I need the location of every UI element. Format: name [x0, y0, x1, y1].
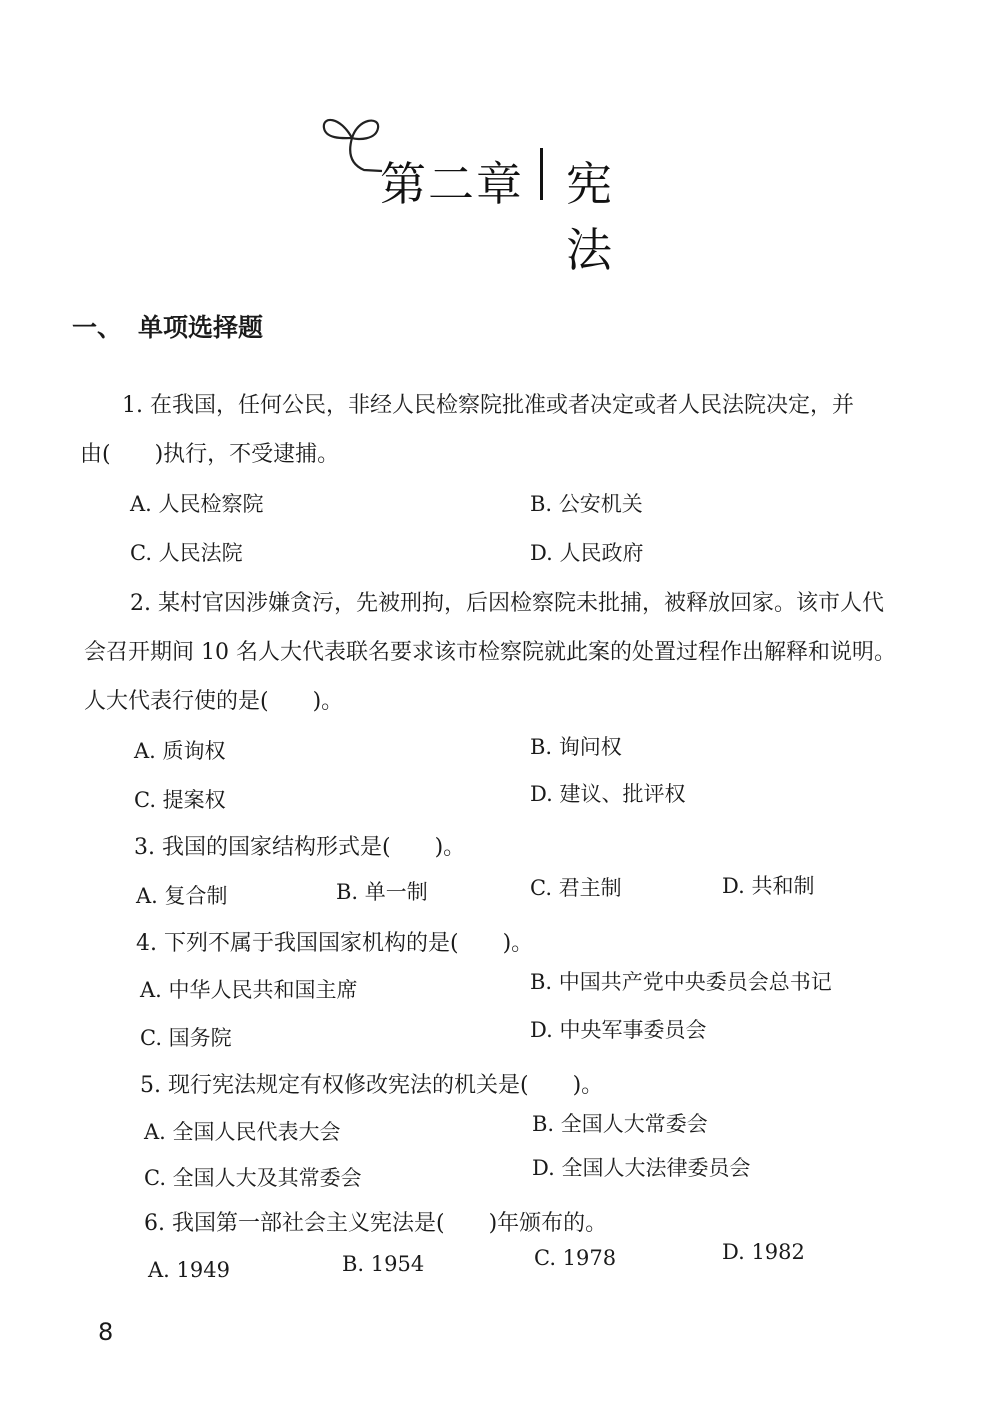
- question-5-option-c: C. 全国人大及其常委会: [144, 1166, 362, 1190]
- question-1-option-d: D. 人民政府: [530, 541, 644, 565]
- question-1-line-1: 1. 在我国，任何公民，非经人民检察院批准或者决定或者人民法院决定，并: [122, 393, 854, 418]
- question-1-option-a: A. 人民检察院: [130, 492, 264, 516]
- question-4-option-a: A. 中华人民共和国主席: [140, 978, 358, 1002]
- chapter-divider: [540, 148, 543, 200]
- question-5-option-a: A. 全国人民代表大会: [144, 1120, 341, 1144]
- question-1-option-c: C. 人民法院: [130, 541, 243, 565]
- question-6-option-d: D. 1982: [722, 1240, 805, 1264]
- section-title: 单项选择题: [138, 313, 264, 342]
- chapter-label: 第二章: [380, 157, 524, 211]
- question-2-line-2: 会召开期间 10 名人大代表联名要求该市检察院就此案的处置过程作出解释和说明。: [84, 640, 896, 665]
- question-5-option-b: B. 全国人大常委会: [532, 1112, 708, 1136]
- question-3-option-d: D. 共和制: [722, 874, 815, 898]
- question-3-option-a: A. 复合制: [136, 884, 228, 908]
- question-3-option-c: C. 君主制: [530, 876, 622, 900]
- question-3-option-b: B. 单一制: [336, 880, 428, 904]
- question-6-option-c: C. 1978: [534, 1246, 617, 1270]
- question-5-line-1: 5. 现行宪法规定有权修改宪法的机关是( )。: [140, 1073, 604, 1098]
- question-2-option-a: A. 质询权: [134, 739, 226, 763]
- sprout-icon: [318, 108, 388, 188]
- question-5-option-d: D. 全国人大法律委员会: [532, 1156, 751, 1180]
- section-number: 一、: [72, 313, 123, 342]
- question-2-option-c: C. 提案权: [134, 788, 226, 812]
- question-1-line-2: 由( )执行，不受逮捕。: [80, 442, 340, 467]
- question-2-option-b: B. 询问权: [530, 735, 622, 759]
- question-6-line-1: 6. 我国第一部社会主义宪法是( )年颁布的。: [144, 1211, 608, 1236]
- question-2-line-3: 人大代表行使的是( )。: [84, 689, 344, 714]
- question-3-line-1: 3. 我国的国家结构形式是( )。: [134, 835, 466, 860]
- question-4-option-d: D. 中央军事委员会: [530, 1018, 707, 1042]
- question-4-line-1: 4. 下列不属于我国国家机构的是( )。: [136, 931, 534, 956]
- question-4-option-c: C. 国务院: [140, 1026, 232, 1050]
- question-1-option-b: B. 公安机关: [530, 492, 643, 516]
- question-2-line-1: 2. 某村官因涉嫌贪污，先被刑拘，后因检察院未批捕，被释放回家。该市人代: [130, 591, 884, 616]
- page-number: 8: [98, 1318, 114, 1346]
- question-4-option-b: B. 中国共产党中央委员会总书记: [530, 970, 832, 994]
- question-2-option-d: D. 建议、批评权: [530, 782, 686, 806]
- question-6-option-b: B. 1954: [342, 1252, 425, 1276]
- question-6-option-a: A. 1949: [148, 1258, 230, 1282]
- chapter-header: [318, 108, 738, 277]
- chapter-title: 宪 法: [566, 157, 672, 277]
